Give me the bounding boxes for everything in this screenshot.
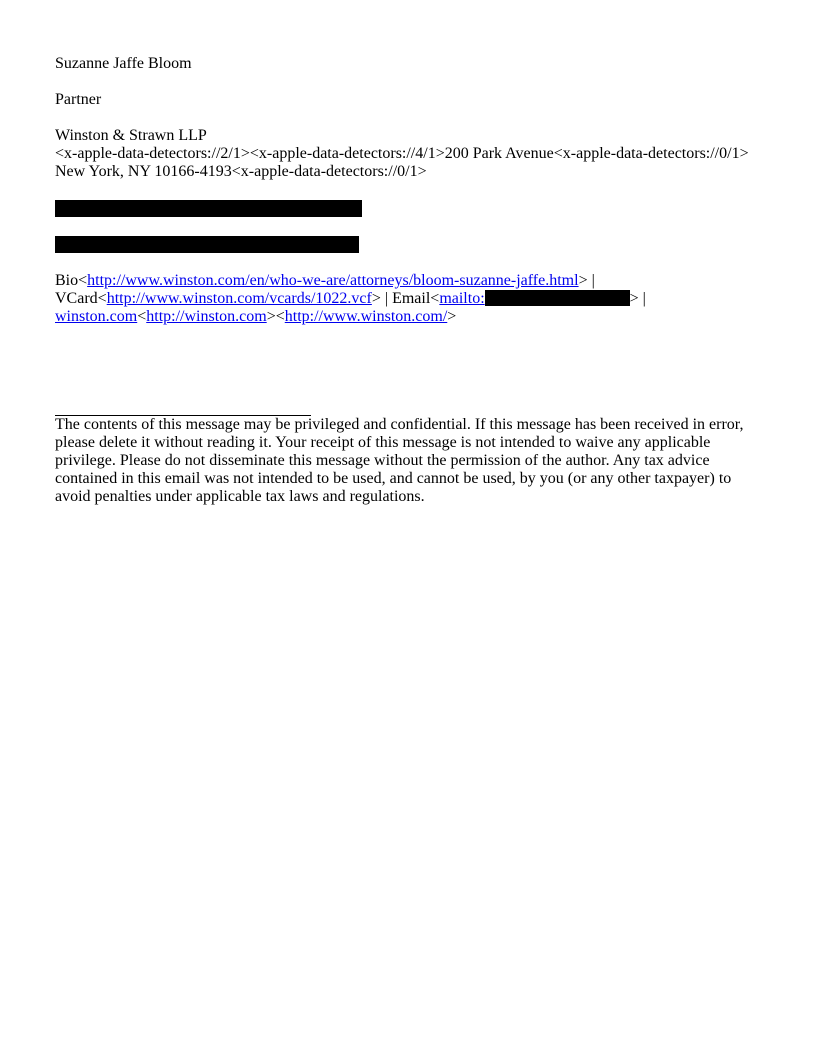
vcard-suffix: > | Email< (371, 290, 440, 307)
signature-name: Suzanne Jaffe Bloom (55, 55, 192, 72)
email-link[interactable] (439, 290, 629, 307)
site-link-line (55, 308, 760, 326)
vcard-email-line (55, 290, 760, 308)
spacer (55, 253, 760, 272)
spacer (55, 181, 760, 200)
site-end: > (447, 308, 457, 325)
signature-firm: Winston & Strawn LLP (55, 127, 207, 144)
site-sep1: < (137, 308, 147, 325)
site-label-link[interactable]: winston.com (55, 308, 138, 325)
bio-link[interactable]: http://www.winston.com/en/who-we-are/attorneys/bloom-suzanne-jaffe.html (87, 272, 579, 289)
spacer (55, 73, 760, 91)
confidentiality-disclaimer: The contents of this message may be privileged and confidential. If this message has been received in error, please delete it without reading it. Your receipt of this message is not intended to waive any applicable privilege. Please do not disseminate this message without the permission of the author. Any tax advice contained in this email was not intended to be used, and cannot be used, by you (or any other taxpayer) to avoid penalties under applicable tax laws and regulations. (55, 416, 744, 505)
spacer (55, 217, 760, 236)
spacer (55, 326, 760, 415)
vcard-label: VCard< (55, 290, 107, 307)
redacted-fax-block (55, 236, 359, 253)
email-signature-page (55, 55, 760, 506)
email-prefix: mailto: (439, 290, 485, 307)
site-link-2[interactable]: http://www.winston.com/ (284, 308, 448, 325)
vcard-link[interactable]: http://www.winston.com/vcards/1022.vcf (106, 290, 372, 307)
redacted-email (485, 290, 630, 306)
site-link-1[interactable]: http://winston.com (146, 308, 267, 325)
signature-title: Partner (55, 91, 102, 108)
bio-link-line (55, 272, 760, 290)
signature-address-line1: <x-apple-data-detectors://2/1><x-apple-data-detectors://4/1>200 Park Avenue<x-apple-data-detectors://0/1> (55, 145, 749, 162)
signature-address-line2: New York, NY 10166-4193<x-apple-data-detectors://0/1> (55, 163, 427, 180)
spacer (55, 109, 760, 127)
email-suffix: > | (629, 290, 646, 307)
bio-label: Bio< (55, 272, 88, 289)
redacted-phone-block (55, 200, 362, 217)
bio-suffix: > | (578, 272, 595, 289)
site-sep2: >< (266, 308, 285, 325)
